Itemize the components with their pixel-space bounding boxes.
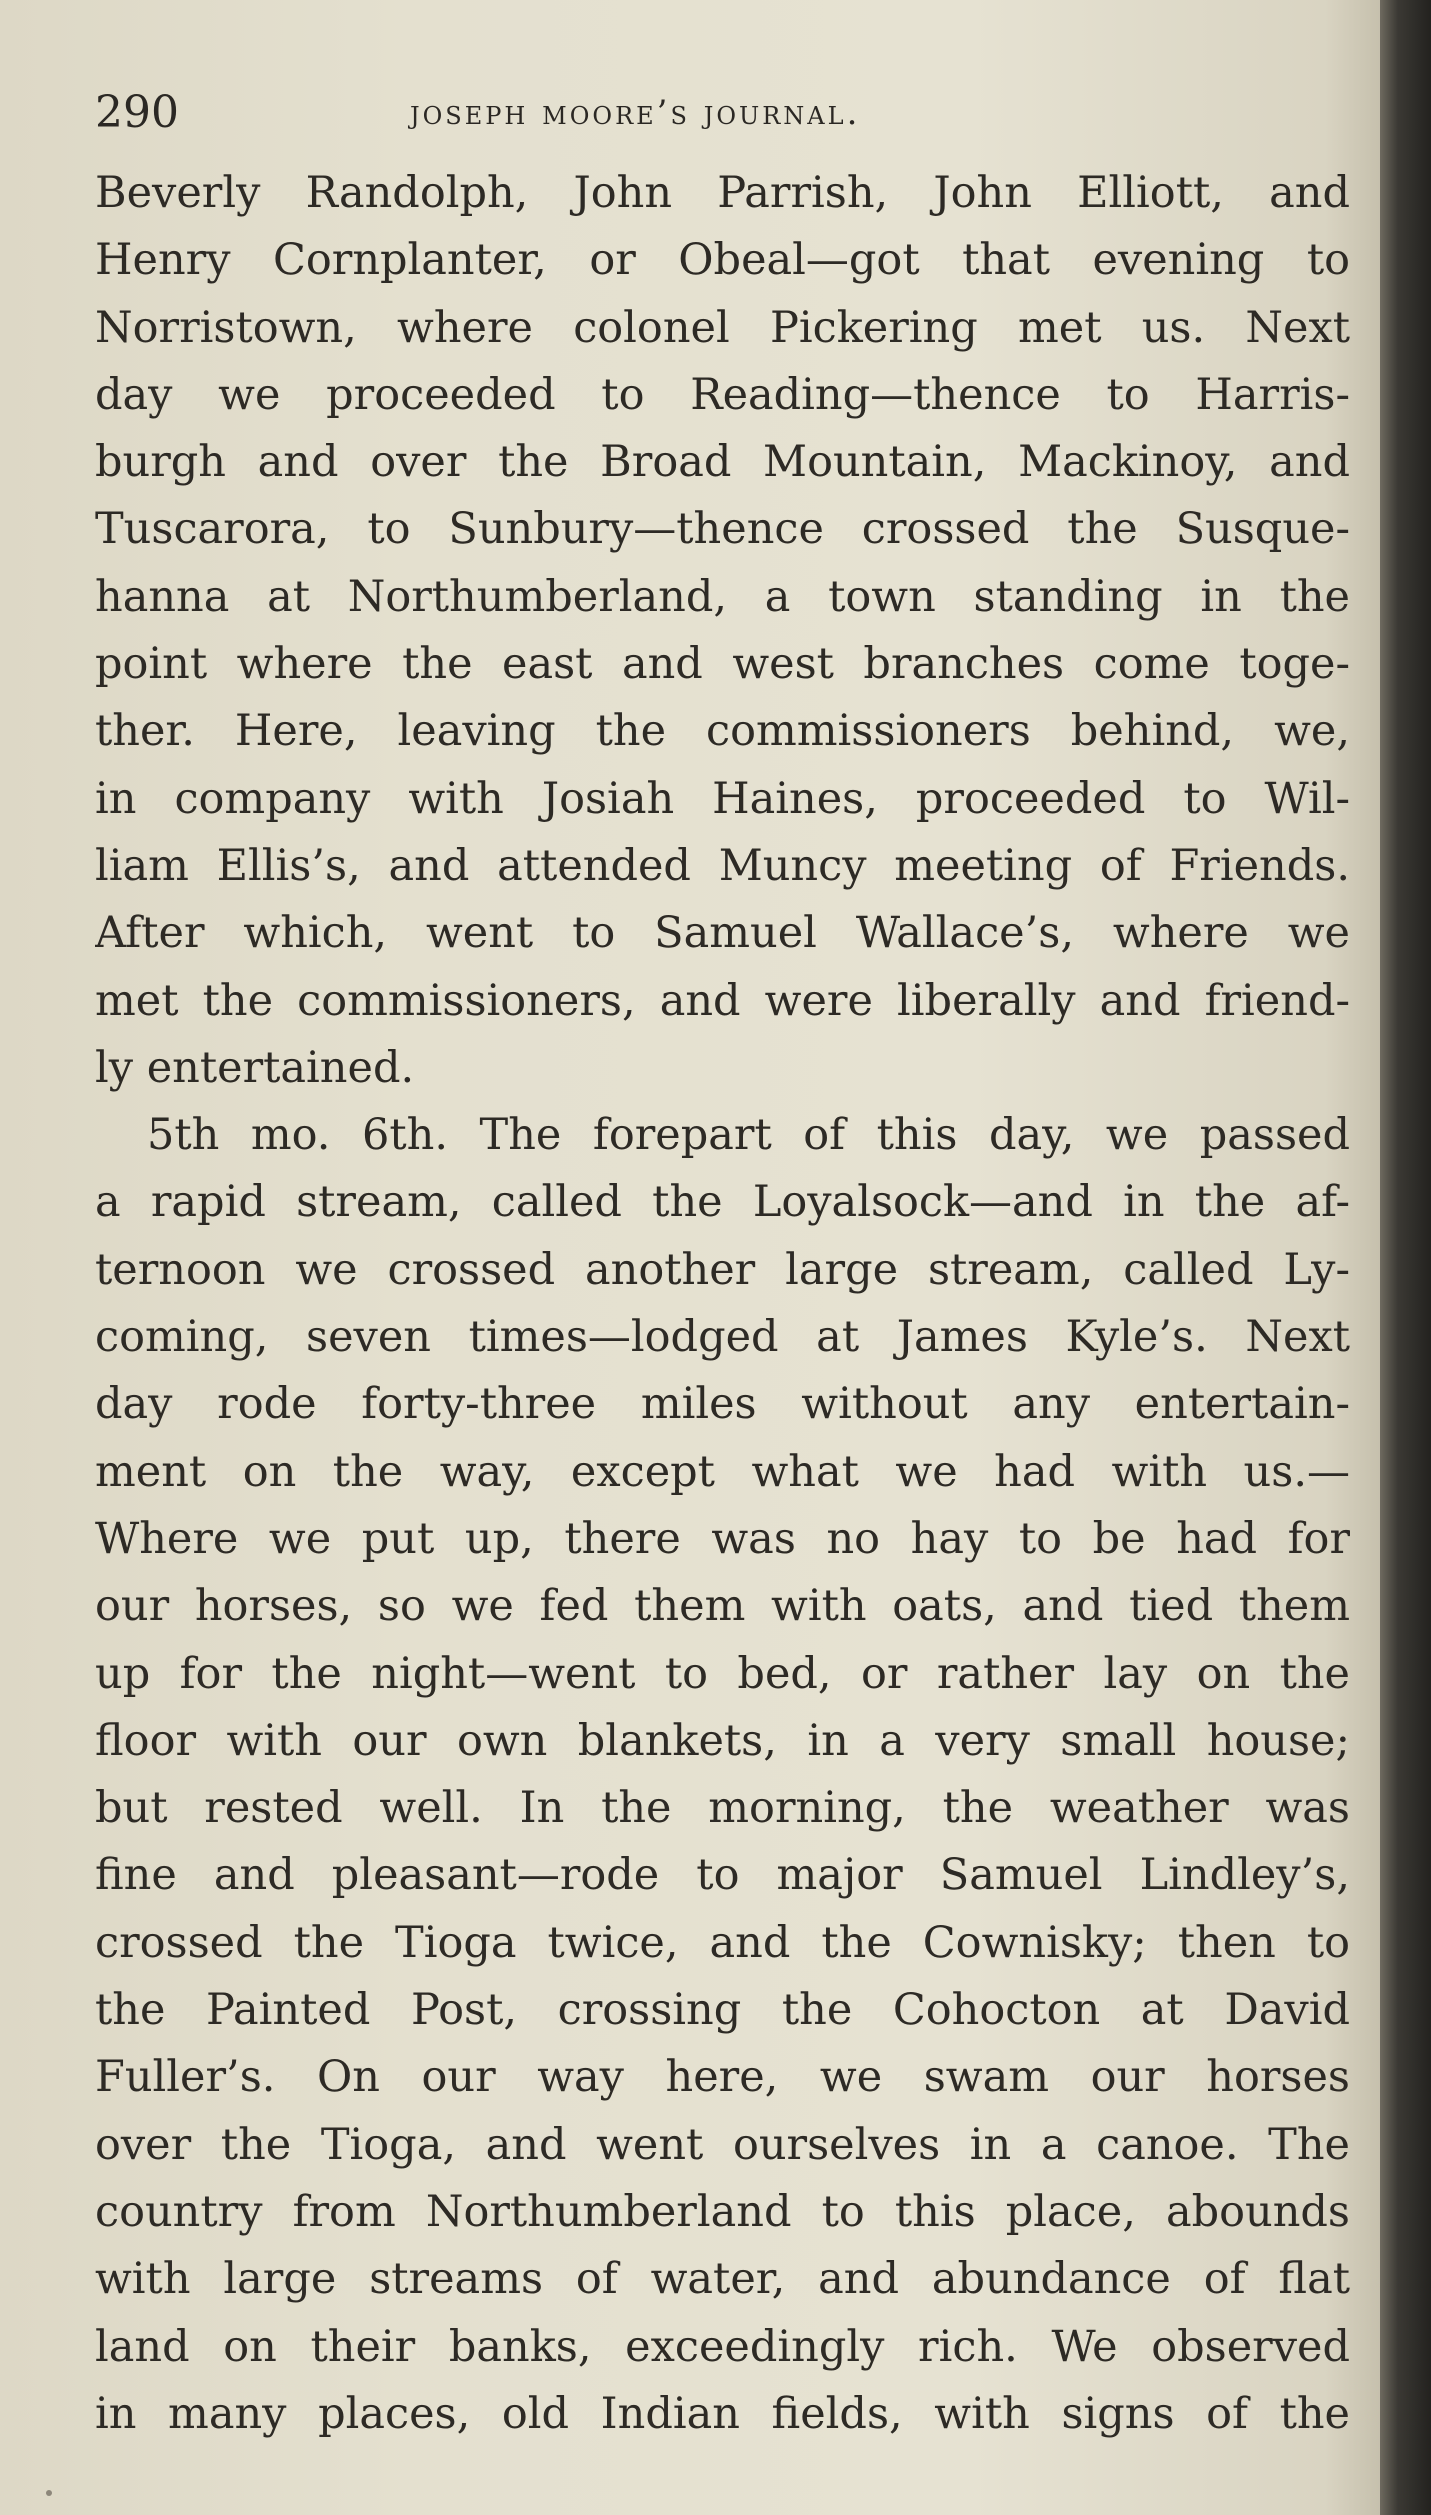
text-line: Beverly Randolph, John Parrish, John Elliott, and <box>95 168 1350 218</box>
paragraph-start-line: 5th mo. 6th. The forepart of this day, we passed <box>147 1110 1350 1161</box>
text-line: met the commissioners, and were liberally and friend- <box>95 975 1350 1026</box>
text-line: in company with Josiah Haines, proceeded to Wil- <box>95 773 1350 824</box>
text-line: fine and pleasant—rode to major Samuel Lindley’s, <box>95 1850 1350 1901</box>
journal-text <box>95 160 1350 2448</box>
text-line: day we proceeded to Reading—thence to Harris- <box>95 369 1350 420</box>
text-line: country from Northumberland to this place, abounds <box>95 2186 1350 2237</box>
text-line: our horses, so we fed them with oats, and tied them <box>95 1581 1350 1632</box>
text-line: but rested well. In the morning, the weather was <box>95 1783 1350 1834</box>
text-line: Fuller’s. On our way here, we swam our horses <box>95 2052 1350 2103</box>
text-line: floor with our own blankets, in a very small house; <box>95 1715 1350 1766</box>
text-line: with large streams of water, and abundance of flat <box>95 2254 1350 2305</box>
text-line: ment on the way, except what we had with us.— <box>95 1446 1350 1497</box>
text-line: Norristown, where colonel Pickering met us. Next <box>95 302 1350 353</box>
text-line: land on their banks, exceedingly rich. We observed <box>95 2321 1350 2372</box>
text-line: After which, went to Samuel Wallace’s, where we <box>95 908 1350 959</box>
text-line: hanna at Northumberland, a town standing in the <box>95 571 1350 622</box>
text-line: day rode forty-three miles without any entertain- <box>95 1379 1350 1430</box>
text-line: ternoon we crossed another large stream, called Ly- <box>95 1244 1350 1295</box>
text-line: crossed the Tioga twice, and the Cownisky; then to <box>95 1917 1350 1968</box>
page-number: 290 <box>95 87 179 138</box>
text-line: point where the east and west branches come toge- <box>95 639 1350 690</box>
text-line: ther. Here, leaving the commissioners behind, we, <box>95 706 1350 757</box>
paper-speck <box>46 2490 52 2496</box>
book-binding-edge <box>1380 0 1431 2515</box>
text-line: Tuscarora, to Sunbury—thence crossed the Susque- <box>95 504 1350 555</box>
text-line: Where we put up, there was no hay to be had for <box>95 1513 1350 1564</box>
text-line: in many places, old Indian fields, with signs of the <box>95 2388 1350 2439</box>
text-line: liam Ellis’s, and attended Muncy meeting of Friends. <box>95 840 1350 891</box>
running-head <box>95 78 1345 148</box>
text-line: burgh and over the Broad Mountain, Mackinoy, and <box>95 437 1350 488</box>
paragraph-end-line: ly entertained. <box>95 1042 415 1093</box>
text-line: Henry Cornplanter, or Obeal—got that evening to <box>95 235 1350 286</box>
text-line: up for the night—went to bed, or rather lay on the <box>95 1648 1350 1699</box>
running-title: joseph moore’s journal. <box>410 93 861 133</box>
text-line: the Painted Post, crossing the Cohocton at David <box>95 1985 1350 2036</box>
text-line: over the Tioga, and went ourselves in a canoe. The <box>95 2119 1350 2170</box>
text-line: coming, seven times—lodged at James Kyle’s. Next <box>95 1312 1350 1363</box>
text-line: a rapid stream, called the Loyalsock—and in the af- <box>95 1177 1350 1228</box>
